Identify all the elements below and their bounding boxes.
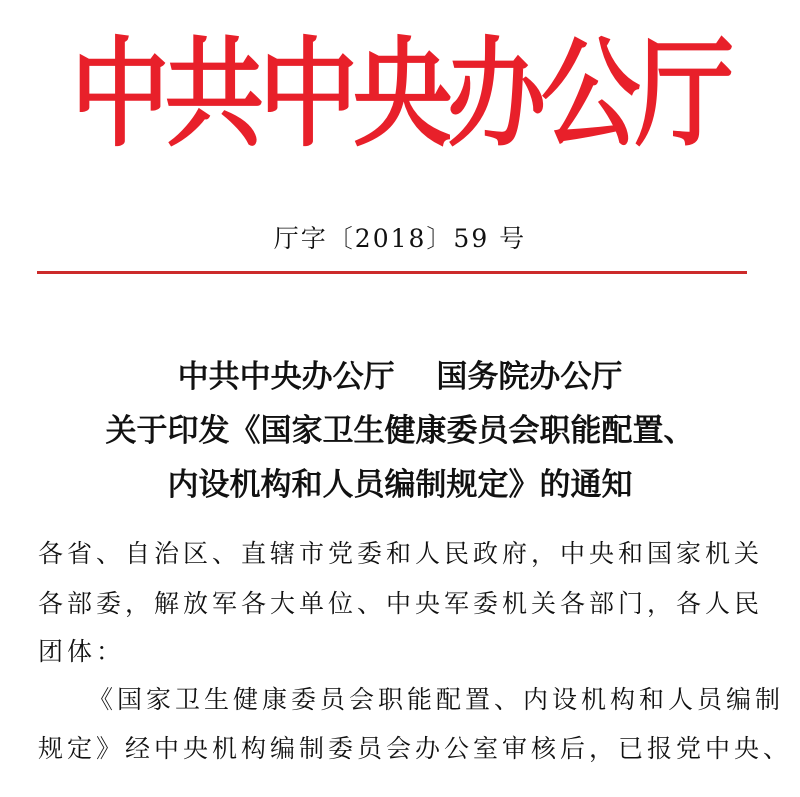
document-number: 厅字〔2018〕59 号 xyxy=(273,224,527,253)
red-separator-rule xyxy=(37,271,747,274)
notice-title-line-3: 内设机构和人员编制规定》的通知 xyxy=(167,467,633,503)
body-text-line-3: 团体： xyxy=(38,637,126,666)
body-text-line-2: 各部委，解放军各大单位、中央军委机关各部门，各人民 xyxy=(38,589,764,618)
notice-title-line-2: 关于印发《国家卫生健康委员会职能配置、 xyxy=(105,413,695,449)
body-text-line-1: 各省、自治区、直辖市党委和人民政府，中央和国家机关 xyxy=(38,539,764,568)
body-text-line-5: 规定》经中央机构编制委员会办公室审核后，已报党中央、 xyxy=(38,734,793,763)
body-text-line-4: 《国家卫生健康委员会职能配置、内设机构和人员编制 xyxy=(88,685,785,714)
notice-title-line-1: 中共中央办公厅 国务院办公厅 xyxy=(177,359,623,395)
issuer-masthead: 中共中央办公厅 xyxy=(70,25,730,163)
